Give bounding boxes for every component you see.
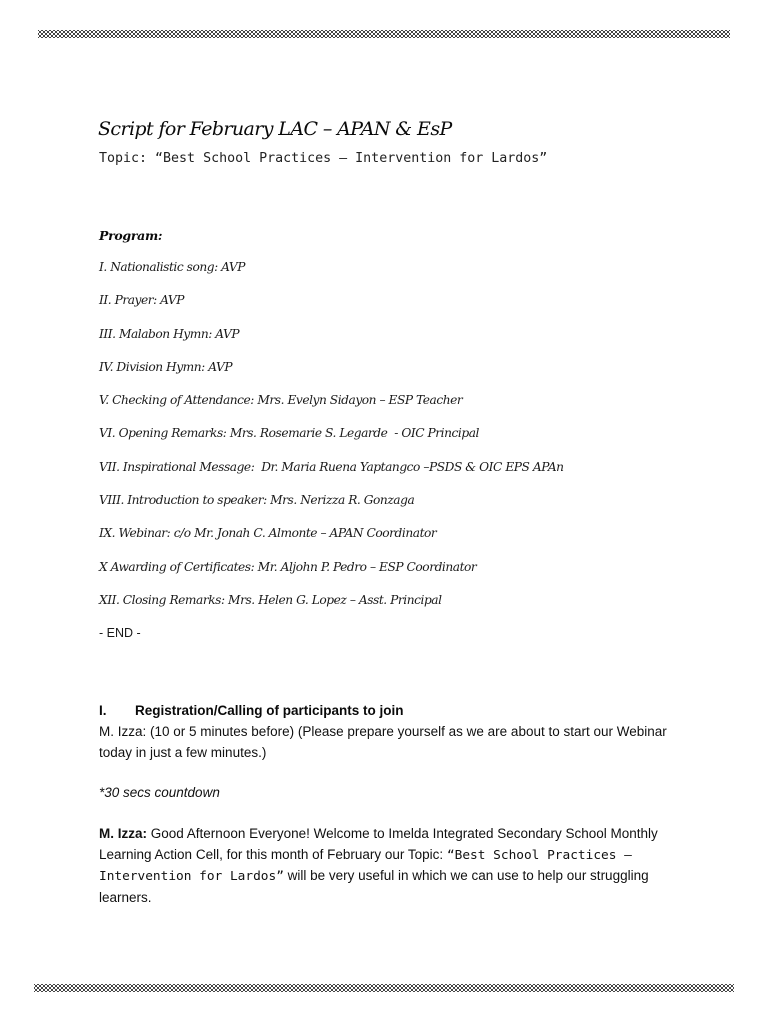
program-item: X Awarding of Certificates: Mr. Aljohn P. Pedro – ESP Coordinator <box>99 559 477 574</box>
registration-paragraph: M. Izza: (10 or 5 minutes before) (Please prepare yourself as we are about to start our Webinar today in just a few minutes.) <box>99 724 667 760</box>
program-item: VI. Opening Remarks: Mrs. Rosemarie S. Legarde - OIC Principal <box>99 426 479 441</box>
bottom-dotted-border <box>34 984 734 992</box>
welcome-paragraph <box>99 824 689 908</box>
top-dotted-border <box>38 30 730 38</box>
section-number: I. <box>99 703 107 718</box>
program-item: I. Nationalistic song: AVP <box>99 260 246 274</box>
program-list <box>99 260 564 626</box>
program-item: IX. Webinar: c/o Mr. Jonah C. Almonte – APAN Coordinator <box>99 526 437 541</box>
document-title: Script for February LAC – APAN & EsP <box>98 118 452 140</box>
end-marker: - END - <box>99 626 141 640</box>
topic-line: Topic: “Best School Practices – Intervention for Lardos” <box>99 151 548 166</box>
program-heading: Program: <box>99 228 163 243</box>
speaker-name: M. Izza: <box>99 826 148 841</box>
program-item: IV. Division Hymn: AVP <box>99 359 233 374</box>
program-item: VIII. Introduction to speaker: Mrs. Nerizza R. Gonzaga <box>99 493 415 508</box>
welcome-topic: “Best School Practices – Intervention for Lardos” <box>99 847 632 884</box>
section-heading <box>99 703 404 718</box>
program-item: II. Prayer: AVP <box>99 293 185 308</box>
welcome-text-start: Good Afternoon Everyone! Welcome to Imelda Integrated Secondary School Monthly Learning Action Cell, for this month of February our Topic: <box>99 826 658 862</box>
program-item: VII. Inspirational Message: Dr. Maria Ruena Yaptangco –PSDS & OIC EPS APAn <box>99 459 564 474</box>
program-item: III. Malabon Hymn: AVP <box>99 326 240 341</box>
welcome-text-end: will be very useful in which we can use to help our struggling learners. <box>99 868 649 905</box>
program-item: XII. Closing Remarks: Mrs. Helen G. Lopez – Asst. Principal <box>99 592 442 607</box>
countdown-note: *30 secs countdown <box>99 785 220 800</box>
program-item: V. Checking of Attendance: Mrs. Evelyn Sidayon – ESP Teacher <box>99 393 463 408</box>
section-title: Registration/Calling of participants to join <box>135 703 404 718</box>
